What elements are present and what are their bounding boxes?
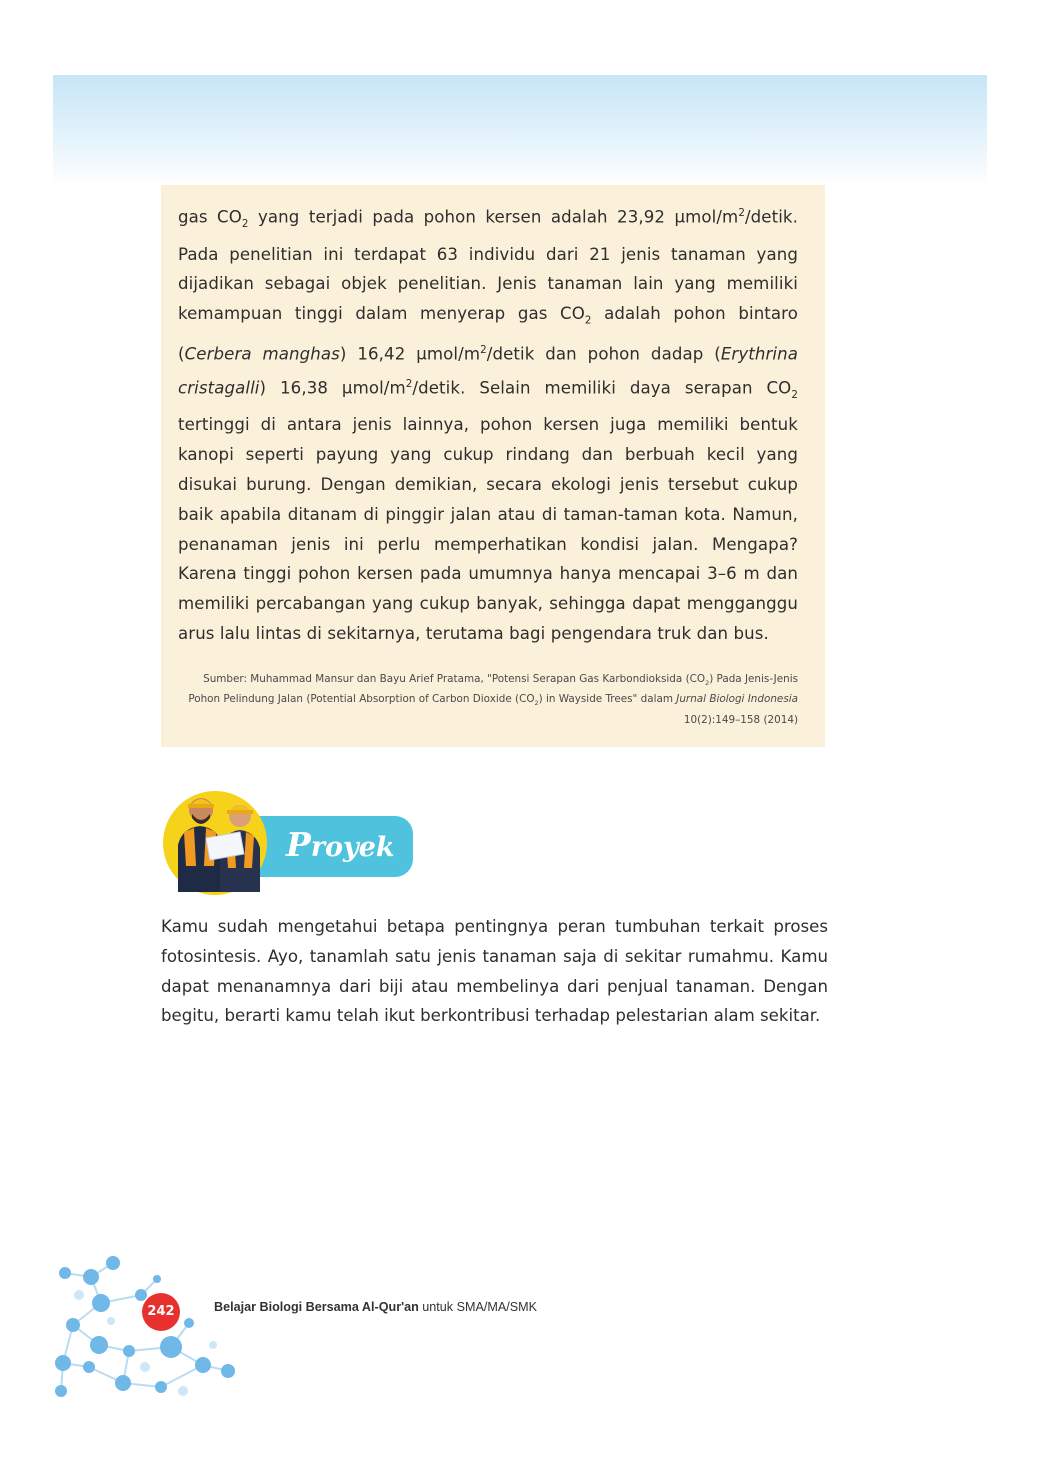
source-segment: Jurnal Biologi Indonesia [676, 693, 798, 706]
proyek-heading [160, 770, 420, 900]
info-body-segment: tertinggi di antara jenis lainnya, pohon kersen juga memiliki bentuk kanopi seperti payung yang cukup rindang dan berbuah kecil yang disukai burung. Dengan demikian, secara ekologi jenis tersebut cukup baik apabila ditanam di pinggir jalan atau di taman-taman kota. Namun, penanaman jenis ini perlu memperhatikan kondisi jalan. Mengapa? Karena tinggi pohon kersen pada umumnya hanya mencapai 3–6 m dan memiliki percabangan yang cukup banyak, sehingga dapat mengganggu arus lalu lintas di sekitarnya, terutama bagi pengendara truk dan bus. [178, 415, 798, 643]
info-body-segment: /detik. Pada penelitian ini terdapat 63 individu dari 21 jenis tanaman yang dijadikan sebagai objek penelitian. Jenis tanaman lain yang memiliki kemampuan tinggi dalam menyerap gas CO [178, 207, 799, 324]
info-body-segment: 2 [791, 388, 799, 401]
source-segment: ) in Wayside Trees" dalam [538, 693, 677, 706]
molecule-decoration-icon [53, 1255, 243, 1405]
info-body-segment: 2 [584, 314, 592, 327]
info-body-segment: yang terjadi pada pohon kersen adalah 23,92 µmol/m [248, 207, 739, 227]
info-body-segment: 2 [738, 207, 745, 219]
info-body-segment: adalah pohon bintaro ( [178, 304, 798, 364]
proyek-title: Proyek [286, 825, 395, 864]
info-body-segment: /detik. Selain memiliki daya serapan CO [412, 378, 792, 398]
page-number-badge: 242 [142, 1293, 180, 1331]
info-body-segment: Cerbera manghas [184, 344, 340, 364]
project-paragraph: Kamu sudah mengetahui betapa pentingnya peran tumbuhan terkait proses fotosintesis. Ayo, tanamlah satu jenis tanaman saja di sekitar rumahmu. Kamu dapat menanamnya dari biji atau membelinya dari penjual tanaman. Dengan begitu, berarti kamu telah ikut berkontribusi terhadap pelestarian alam sekitar. [161, 917, 828, 1026]
source-segment: ) Pada Jenis-Jenis Pohon Pelindung Jalan (Potential Absorption of Carbon Dioxide (CO [188, 672, 798, 706]
source-segment: 2 [534, 699, 539, 708]
source-citation [178, 671, 798, 729]
info-body-segment: ) 16,38 µmol/m [259, 378, 406, 398]
source-segment: 10(2):149–158 (2014) [683, 713, 798, 726]
info-body-segment: ) 16,42 µmol/m [339, 344, 481, 364]
info-body-segment: 2 [480, 344, 487, 357]
info-body-segment: Erythrina cristagalli [178, 344, 798, 398]
info-body-segment: gas CO [178, 207, 242, 227]
info-box [161, 185, 825, 747]
info-body-segment: /detik dan pohon dadap ( [486, 344, 721, 364]
workers-illustration [160, 770, 270, 900]
book-title: Belajar Biologi Bersama Al-Qur'an untuk SMA/MA/SMK [214, 1300, 538, 1314]
source-segment: Sumber: Muhammad Mansur dan Bayu Arief Pratama, "Potensi Serapan Gas Karbondioksida (CO [203, 672, 706, 685]
source-segment: 2 [705, 678, 710, 687]
page-footer [53, 1255, 653, 1405]
info-body-text [178, 199, 798, 649]
header-band [53, 75, 987, 185]
info-body-segment: 2 [405, 377, 413, 390]
info-body-segment: 2 [241, 217, 249, 230]
